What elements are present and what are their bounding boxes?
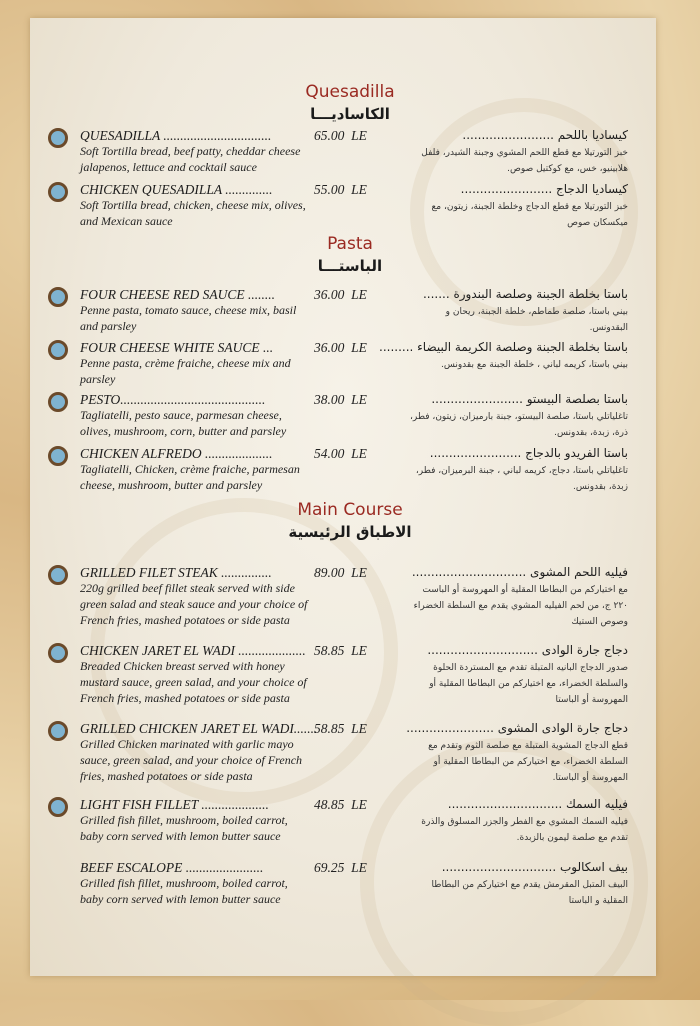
price-value: 65.00	[314, 128, 345, 143]
item-price	[314, 565, 367, 581]
price-value: 58.85	[314, 643, 345, 658]
item-description-arabic: بيني باستا، كريمه لباني ، خلطة الجبنة مع بقدونس.	[440, 360, 628, 370]
price-value: 69.25	[314, 860, 345, 875]
item-description: Soft Tortilla bread, chicken, cheese mix, olives, and Mexican sauce	[80, 198, 306, 228]
item-badge-icon	[48, 392, 68, 412]
item-badge-icon	[48, 340, 68, 360]
item-description: Grilled Chicken marinated with garlic mayo sauce, green salad, and your choice of French fries, mashed potatoes or side pasta	[80, 737, 303, 783]
price-value: 36.00	[314, 287, 345, 302]
item-description: 220g grilled beef fillet steak served with side green salad and steak sauce and your choice of French fries, mashed potatoes or side pasta	[80, 581, 308, 627]
price-currency: LE	[351, 565, 367, 580]
section-title-en: Quesadilla	[305, 82, 395, 102]
price-currency: LE	[351, 721, 367, 736]
price-currency: LE	[351, 392, 367, 407]
item-name: FOUR CHEESE WHITE SAUCE ...	[80, 340, 274, 355]
item-description: Breaded Chicken breast served with honey mustard sauce, green salad, and your choice of French fries, mashed potatoes or side pasta	[80, 659, 307, 705]
item-price	[314, 643, 367, 659]
item-description-arabic: فيليه السمك المشوي مع الفطر والجزر المسلوق والذرة تقدم مع صلصة ليمون بالزبدة.	[421, 817, 628, 843]
item-description-arabic: صدور الدجاج البانيه المتبلة تقدم مع المستردة الحلوة والسلطة الخضراء، مع اختياركم من البطاطا المقلية أو المهروسة أو الباستا	[429, 663, 628, 705]
item-description-arabic: تاغلياتلي باستا، دجاج، كريمه لباني ، جبنة البرميزان، فطر، زبدة، بقدونس.	[415, 466, 628, 492]
item-description-arabic: بيني باستا، صلصة طماطم، خلطة الجبنة، ريحان و البقدونس.	[445, 307, 628, 333]
price-currency: LE	[351, 643, 367, 658]
item-badge-icon	[48, 287, 68, 307]
item-description: Grilled fish fillet, mushroom, boiled carrot, baby corn served with lemon butter sauce	[80, 876, 288, 906]
item-name-arabic: باستا الفريدو بالدجاج ........................	[429, 446, 628, 460]
item-name: CHICKEN ALFREDO ....................	[80, 446, 273, 461]
item-description-arabic: خبز التورتيلا مع قطع الدجاج وخلطة الجبنة، زيتون، مع ميكسكان صوص	[431, 202, 628, 228]
item-name-arabic: باستا بخلطة الجبنة وصلصة البندورة .......	[422, 287, 628, 301]
item-description-arabic: تاغلياتلي باستا، صلصة البيستو، جبنة بارميزان، زيتون، فطر، ذرة، زبدة، بقدونس.	[410, 412, 628, 438]
item-name-arabic: دجاج جارة الوادى المشوى .......................	[406, 721, 628, 735]
section-title-en: Pasta	[327, 234, 373, 254]
item-name: BEEF ESCALOPE .......................	[80, 860, 264, 875]
item-name-arabic: كيساديا الدجاج ........................	[460, 182, 628, 196]
price-value: 58.85	[314, 721, 345, 736]
item-price	[314, 721, 367, 737]
item-description-arabic: خبز التورتيلا مع قطع اللحم المشوي وجبنة الشيدر، فلفل هلابينيو، خس، مع كوكتيل صوص.	[421, 148, 628, 174]
item-name-arabic: فيليه السمك ..............................	[447, 797, 628, 811]
item-name: LIGHT FISH FILLET ....................	[80, 797, 269, 812]
section-title-ar: الاطباق الرئيسية	[288, 523, 412, 541]
price-currency: LE	[351, 446, 367, 461]
item-price	[314, 340, 367, 356]
price-value: 55.00	[314, 182, 345, 197]
item-name: GRILLED FILET STEAK ...............	[80, 565, 272, 580]
section-title-ar: الكاساديـــا	[310, 105, 390, 123]
item-badge-icon	[48, 643, 68, 663]
item-badge-icon	[48, 565, 68, 585]
price-currency: LE	[351, 797, 367, 812]
item-name-arabic: فيليه اللحم المشوى ..............................	[411, 565, 628, 579]
item-name-arabic: كيساديا باللحم ........................	[462, 128, 628, 142]
item-description-arabic: البيف المتبل المقرمش يقدم مع اختياركم من البطاطا المقلية و الباستا	[431, 880, 628, 906]
price-value: 38.00	[314, 392, 345, 407]
price-value: 54.00	[314, 446, 345, 461]
item-name: QUESADILLA ................................	[80, 128, 272, 143]
item-badge-icon	[48, 797, 68, 817]
item-badge-icon	[48, 182, 68, 202]
item-description: Penne pasta, crème fraiche, cheese mix and parsley	[80, 356, 291, 386]
price-currency: LE	[351, 287, 367, 302]
item-description-arabic: قطع الدجاج المشوية المتبلة مع صلصة الثوم وتقدم مع السلطة الخضراء، مع اختياركم من البطاطا المقلية أو المهروسة أو الباستا.	[428, 741, 628, 783]
item-description: Tagliatelli, Chicken, crème fraiche, parmesan cheese, mushroom, butter and parsley	[80, 462, 300, 492]
item-price	[314, 446, 367, 462]
item-price	[314, 287, 367, 303]
item-price	[314, 128, 367, 144]
item-description: Tagliatelli, pesto sauce, parmesan cheese, olives, mushroom, corn, butter and parsley	[80, 408, 287, 438]
item-badge-icon	[48, 128, 68, 148]
item-price	[314, 860, 367, 876]
item-badge-icon	[48, 721, 68, 741]
price-currency: LE	[351, 860, 367, 875]
item-description-arabic: مع اختياركم من البطاطا المقلية أو المهروسة أو الباست ٢٢٠ ج، من لحم الفيليه المشوي يقدم مع السلطة الخضراء وصوص الستيك	[413, 585, 628, 627]
price-value: 89.00	[314, 565, 345, 580]
item-description: Soft Tortilla bread, beef patty, cheddar cheese jalapenos, lettuce and cocktail sauce	[80, 144, 301, 174]
price-currency: LE	[351, 182, 367, 197]
price-currency: LE	[351, 128, 367, 143]
item-name: CHICKEN JARET EL WADI ....................	[80, 643, 306, 658]
item-name: PESTO...........................................	[80, 392, 266, 407]
item-price	[314, 392, 367, 408]
item-price	[314, 182, 367, 198]
section-title-ar: الباستـــا	[317, 257, 383, 275]
price-value: 48.85	[314, 797, 345, 812]
item-name: CHICKEN QUESADILLA ..............	[80, 182, 273, 197]
item-description: Grilled fish fillet, mushroom, boiled carrot, baby corn served with lemon butter sauce	[80, 813, 288, 843]
item-name: FOUR CHEESE RED SAUCE ........	[80, 287, 275, 302]
item-description: Penne pasta, tomato sauce, cheese mix, basil and parsley	[80, 303, 297, 333]
item-name-arabic: باستا بصلصة البيستو ........................	[431, 392, 628, 406]
item-name: GRILLED CHICKEN JARET EL WADI.......	[80, 721, 318, 736]
item-name-arabic: دجاج جارة الوادى .............................	[427, 643, 628, 657]
item-name-arabic: بيف اسكالوب ..............................	[441, 860, 628, 874]
item-badge-icon	[48, 446, 68, 466]
section-title-en: Main Course	[297, 500, 403, 520]
price-value: 36.00	[314, 340, 345, 355]
price-currency: LE	[351, 340, 367, 355]
item-price	[314, 797, 367, 813]
item-name-arabic: باستا بخلطة الجبنة وصلصة الكريمة البيضاء .........	[379, 340, 628, 354]
